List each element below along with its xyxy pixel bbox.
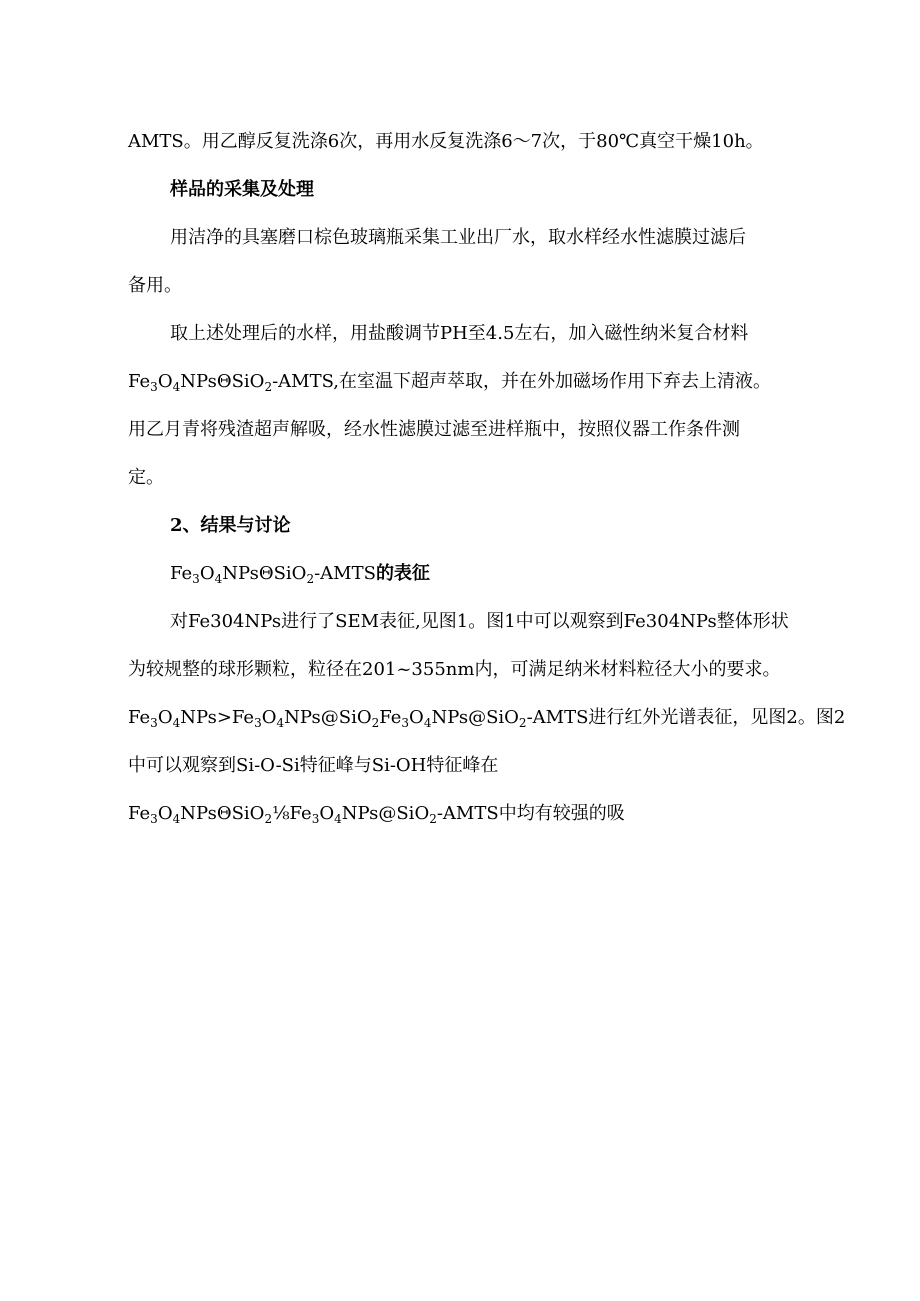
formula-text: Fe: [128, 371, 151, 392]
paragraph-line-peaks: 中可以观察到Si-O-Si特征峰与Si-OH特征峰在: [128, 755, 499, 776]
subscript: 2: [264, 380, 273, 394]
subscript: 2: [429, 812, 437, 826]
paragraph-line-measure: 定。: [128, 467, 164, 488]
formula-text: Fe: [128, 803, 151, 824]
paragraph-line-amts-washing: AMTS。用乙醇反复洗涤6次，再用水反复洗涤6～7次，于80℃真空干燥10h。: [128, 131, 764, 152]
paragraph-line-sem-1: 对Fe304NPs进行了SEM表征,见图1。图1中可以观察到Fe304NPs整体形状: [170, 611, 789, 632]
formula-text: O: [157, 803, 173, 824]
subscript: 2: [518, 716, 527, 730]
subscript: 4: [172, 380, 181, 394]
formula-text: O: [409, 707, 424, 728]
paragraph-line-extraction: [128, 370, 808, 394]
subscript: 3: [192, 572, 200, 586]
subscript: 4: [334, 812, 342, 826]
paragraph-line-sem-2: 为较规整的球形颗粒，粒径在201~355nm内，可满足纳米材料粒径大小的要求。: [128, 659, 781, 680]
formula-text: Fe: [128, 707, 151, 728]
formula-text: NPsΘSiO: [180, 803, 265, 824]
section-heading-sample-collection: 样品的采集及处理: [170, 179, 314, 200]
subscript: 3: [254, 716, 262, 730]
subsection-heading-characterization: [170, 562, 850, 586]
subscript: 2: [306, 572, 315, 586]
sentence-text: -AMTS进行红外光谱表征，见图2。图2: [526, 707, 846, 728]
section-heading-results: 2、结果与讨论: [170, 515, 291, 536]
formula-text: O: [199, 563, 215, 584]
subscript: 4: [172, 716, 181, 730]
subscript: 4: [214, 572, 223, 586]
formula-text: O: [157, 371, 173, 392]
sentence-text: -AMTS中均有较强的吸: [436, 803, 625, 824]
subscript: 3: [150, 812, 158, 826]
subscript: 3: [311, 812, 320, 826]
formula-text: -AMTS: [314, 563, 376, 584]
subscript: 4: [423, 716, 432, 730]
formula-text: NPs@SiO: [431, 707, 519, 728]
formula-text: ⅛Fe: [272, 803, 312, 824]
formula-text: NPsΘSiO: [222, 563, 307, 584]
paragraph-line-absorption: [128, 802, 808, 826]
formula-text: Fe: [379, 707, 402, 728]
formula-text: NPs>Fe: [180, 707, 255, 728]
subscript: 4: [172, 812, 181, 826]
subscript: 2: [371, 716, 380, 730]
formula-text: NPsΘSiO: [180, 371, 265, 392]
subscript: 3: [150, 380, 158, 394]
subscript: 4: [276, 716, 285, 730]
paragraph-line-desorption: 用乙月青将残渣超声解吸，经水性滤膜过滤至进样瓶中，按照仪器工作条件测: [128, 419, 740, 440]
formula-text: O: [261, 707, 277, 728]
paragraph-line-sample-collection-2: 备用。: [128, 275, 182, 296]
heading-text: 的表征: [375, 563, 430, 584]
paragraph-line-ph-adjust: 取上述处理后的水样，用盐酸调节PH至4.5左右，加入磁性纳米复合材料: [170, 323, 749, 344]
formula-text: NPs@SiO: [341, 803, 430, 824]
subscript: 3: [401, 716, 410, 730]
subscript: 2: [264, 812, 273, 826]
formula-text: O: [319, 803, 335, 824]
formula-text: Fe: [170, 563, 193, 584]
paragraph-line-ir: [128, 706, 846, 730]
formula-text: O: [157, 707, 173, 728]
sentence-text: -AMTS,在室温下超声萃取，并在外加磁场作用下弃去上清液。: [272, 371, 772, 392]
paragraph-line-sample-collection-1: 用洁净的具塞磨口棕色玻璃瓶采集工业出厂水，取水样经水性滤膜过滤后: [170, 227, 746, 248]
formula-text: NPs@SiO: [284, 707, 372, 728]
subscript: 3: [150, 716, 158, 730]
